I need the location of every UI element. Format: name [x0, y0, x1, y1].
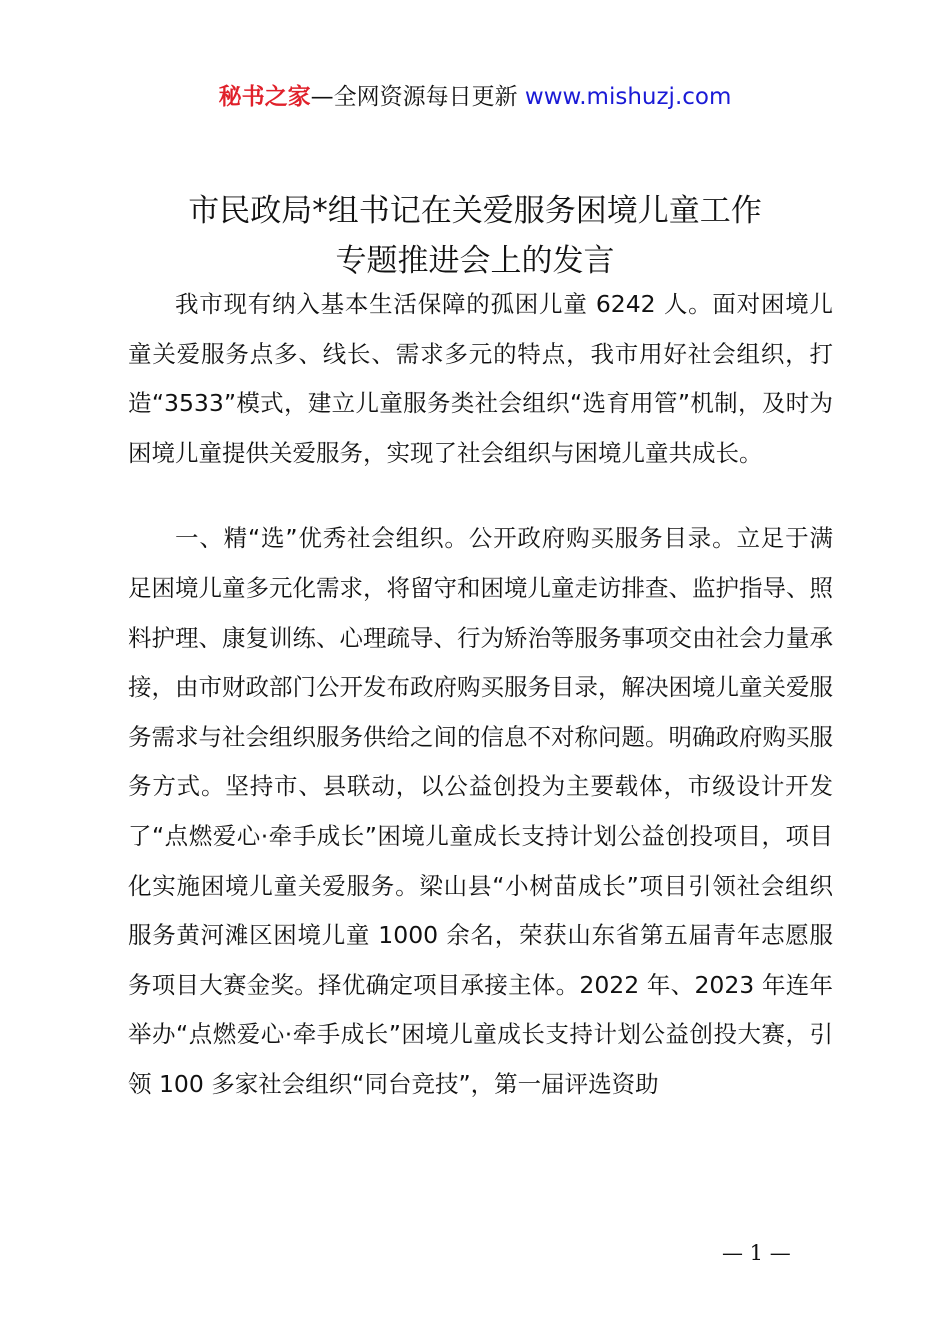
title-line-2: 专题推进会上的发言	[335, 243, 615, 279]
site-header	[0, 80, 950, 114]
document-title	[60, 186, 890, 286]
page-number: — 1 —	[722, 1241, 791, 1265]
document-body	[128, 280, 833, 1110]
header-slogan: —全网资源每日更新	[310, 84, 525, 110]
website-url[interactable]: www.mishuzj.com	[524, 84, 732, 110]
brand-name: 秘书之家	[218, 84, 311, 110]
title-line-1: 市民政局*组书记在关爱服务困境儿童工作	[188, 193, 762, 229]
paragraph-intro: 我市现有纳入基本生活保障的孤困儿童 6242 人。面对困境儿童关爱服务点多、线长、需求多元的特点，我市用好社会组织，打造“3533”模式，建立儿童服务类社会组织“选育用管”机制，及时为困境儿童提供关爱服务，实现了社会组织与困境儿童共成长。	[128, 290, 833, 467]
paragraph-section-1: 一、精“选”优秀社会组织。公开政府购买服务目录。立足于满足困境儿童多元化需求，将留守和困境儿童走访排查、监护指导、照料护理、康复训练、心理疏导、行为矫治等服务事项交由社会力量承接，由市财政部门公开发布政府购买服务目录，解决困境儿童关爱服务需求与社会组织服务供给之间的信息不对称问题。明确政府购买服务方式。坚持市、县联动，以公益创投为主要载体，市级设计开发了“点燃爱心·牵手成长”困境儿童成长支持计划公益创投项目，项目化实施困境儿童关爱服务。梁山县“小树苗成长”项目引领社会组织服务黄河滩区困境儿童 1000 余名，荣获山东省第五届青年志愿服务项目大赛金奖。择优确定项目承接主体。2022 年、2023 年连年举办“点燃爱心·牵手成长”困境儿童成长支持计划公益创投大赛，引领 100 多家社会组织“同台竞技”，第一届评选资助	[128, 524, 833, 1098]
